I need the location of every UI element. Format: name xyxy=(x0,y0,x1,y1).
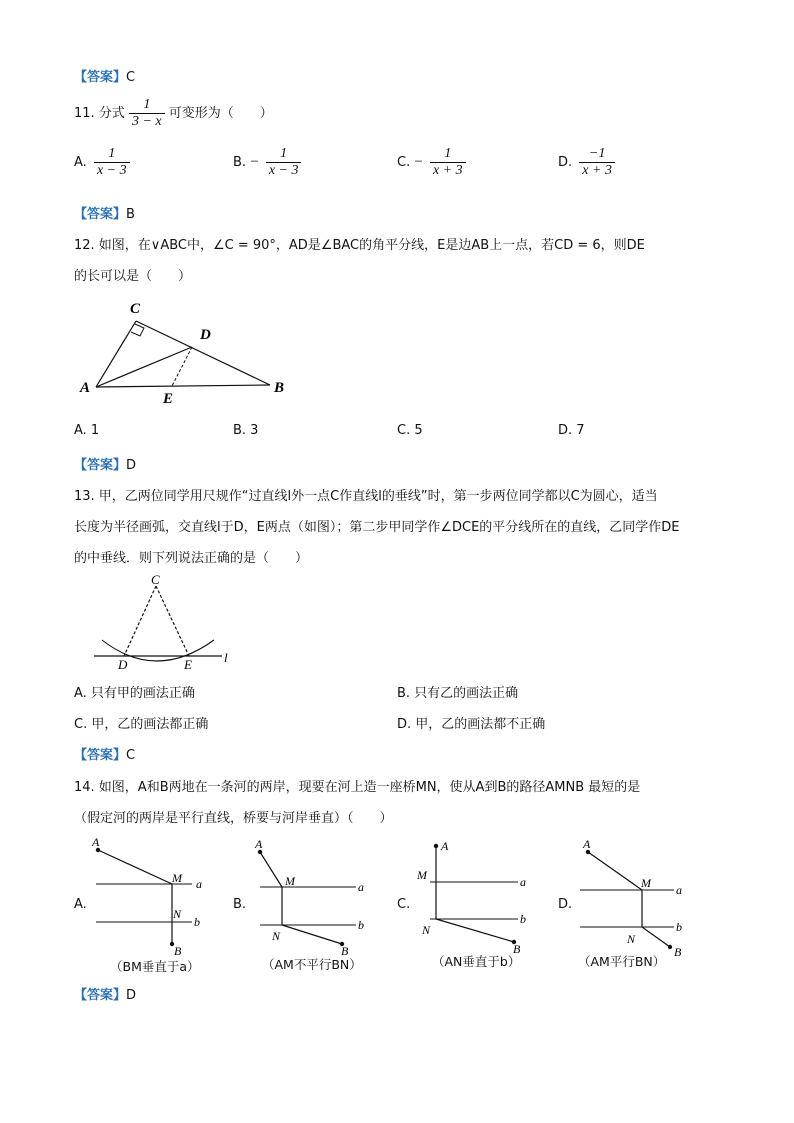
q12-option-a: A. 1 xyxy=(74,423,100,438)
question-number: 11. xyxy=(74,106,95,121)
answer-12 xyxy=(74,454,136,473)
q13-option-b: B. 只有乙的画法正确 xyxy=(397,686,519,701)
option-sign: − xyxy=(414,154,423,170)
option-letter: D. xyxy=(558,155,573,170)
label-n: N xyxy=(422,923,431,937)
question-11 xyxy=(74,96,273,132)
segment-cd xyxy=(124,586,156,656)
option-fraction xyxy=(430,146,466,179)
label-d: D xyxy=(118,657,128,672)
label-n: N xyxy=(173,907,182,921)
question-13-line-1: 13. 甲，乙两位同学用尺规作“过直线l外一点C作直线l的垂线”时，第一步两位同学都以C为圆心，适当 xyxy=(74,489,658,504)
label-m: M xyxy=(417,868,427,882)
answer-value: B xyxy=(126,207,135,222)
q14-diagram-a xyxy=(88,834,218,956)
q13-option-d: D. 甲，乙的画法都不正确 xyxy=(397,717,546,732)
fraction-denominator: 3 − x xyxy=(129,113,165,130)
answer-value: C xyxy=(126,748,136,763)
option-denominator: x − 3 xyxy=(266,162,302,179)
option-numerator: 1 xyxy=(108,146,116,161)
q11-option-b xyxy=(233,146,301,179)
label-line-b: b xyxy=(358,918,364,932)
label-line-b: b xyxy=(676,920,682,934)
question-stem-pre: 分式 xyxy=(98,106,125,121)
option-numerator: −1 xyxy=(588,146,606,161)
answer-11 xyxy=(74,203,135,222)
path-am xyxy=(588,852,642,890)
label-line-a: a xyxy=(196,877,202,891)
label-c: C xyxy=(130,301,141,317)
label-d: D xyxy=(200,327,211,343)
q11-option-a xyxy=(74,146,130,179)
path-nb xyxy=(436,919,514,942)
q14-diagram-c xyxy=(410,834,540,956)
label-l: l xyxy=(224,650,228,665)
side-ab xyxy=(96,385,270,387)
label-line-b: b xyxy=(520,912,526,926)
answer-tag: 【答案】 xyxy=(74,988,127,1003)
answer-tag: 【答案】 xyxy=(74,207,127,222)
q11-option-d xyxy=(558,146,615,179)
option-numerator: 1 xyxy=(444,146,452,161)
label-a: A xyxy=(92,835,100,849)
label-b: B xyxy=(341,944,349,956)
option-sign: − xyxy=(250,154,259,170)
answer-tag: 【答案】 xyxy=(74,458,127,473)
label-line-a: a xyxy=(676,883,682,897)
point-a xyxy=(434,844,438,848)
answer-10 xyxy=(74,66,135,85)
path-am xyxy=(260,852,282,887)
path-am xyxy=(98,850,172,884)
question-14-line-1: 14. 如图，A和B两地在一条河的两岸，现要在河上造一座桥MN，使从A到B的路径AMNB 最短的是 xyxy=(74,780,641,795)
question-13-line-2: 长度为半径画弧，交直线l于D，E两点（如图）；第二步甲同学作∠DCE的平分线所在的直线，乙同学作DE xyxy=(74,520,680,535)
question-13-line-3: 的中垂线．则下列说法正确的是（ ） xyxy=(74,551,309,566)
option-letter: C. xyxy=(397,155,411,170)
answer-tag: 【答案】 xyxy=(74,70,127,85)
q14-option-c-letter: C. xyxy=(397,897,411,912)
q12-option-c: C. 5 xyxy=(397,423,423,438)
side-ac xyxy=(96,321,136,387)
q13-option-c: C. 甲，乙的画法都正确 xyxy=(74,717,209,732)
bisector-ad xyxy=(96,347,192,387)
segment-ce xyxy=(156,586,189,656)
q14-option-b-letter: B. xyxy=(233,897,247,912)
question-fraction xyxy=(129,97,165,130)
label-c: C xyxy=(151,572,160,587)
option-fraction xyxy=(579,146,615,179)
q14-caption-b: （AM不平行BN） xyxy=(262,957,362,972)
label-a: A xyxy=(255,837,263,851)
label-line-a: a xyxy=(358,880,364,894)
answer-value: C xyxy=(126,70,136,85)
label-b: B xyxy=(174,944,182,956)
q14-caption-a: （BM垂直于a） xyxy=(110,959,200,974)
answer-value: D xyxy=(126,988,137,1003)
perpendicular-construction-diagram xyxy=(90,572,250,672)
option-fraction xyxy=(266,146,302,179)
q12-option-b: B. 3 xyxy=(233,423,259,438)
point-b xyxy=(668,945,672,949)
label-e: E xyxy=(184,657,192,672)
option-letter: A. xyxy=(74,155,87,170)
option-denominator: x + 3 xyxy=(579,162,615,179)
answer-value: D xyxy=(126,458,137,473)
answer-tag: 【答案】 xyxy=(74,748,127,763)
label-b: B xyxy=(274,380,285,396)
q14-caption-c: （AN垂直于b） xyxy=(432,954,521,969)
label-line-b: b xyxy=(194,915,200,929)
label-a: A xyxy=(441,839,449,853)
q14-diagram-d xyxy=(578,834,708,956)
label-n: N xyxy=(627,932,636,946)
question-stem-post: 可变形为（ ） xyxy=(168,106,273,121)
label-e: E xyxy=(163,391,174,405)
answer-13 xyxy=(74,744,135,763)
segment-de xyxy=(172,347,192,386)
label-m: M xyxy=(641,876,651,890)
label-b: B xyxy=(513,942,521,956)
label-n: N xyxy=(272,929,281,943)
question-14-line-2: （假定河的两岸是平行直线，桥要与河岸垂直）（ ） xyxy=(74,811,393,826)
question-12-line-1: 12. 如图，在∨ABC中，∠C = 90°，AD是∠BAC的角平分线，E是边AB上一点，若CD = 6，则DE xyxy=(74,238,645,253)
label-m: M xyxy=(285,874,295,888)
path-nb xyxy=(282,925,342,944)
answer-14 xyxy=(74,984,136,1003)
option-fraction xyxy=(94,146,130,179)
option-numerator: 1 xyxy=(280,146,288,161)
option-letter: B. xyxy=(233,155,247,170)
label-a: A xyxy=(80,380,91,396)
fraction-numerator: 1 xyxy=(143,97,151,112)
label-line-a: a xyxy=(520,875,526,889)
label-b: B xyxy=(674,945,682,956)
q11-option-c xyxy=(397,146,466,179)
q14-option-d-letter: D. xyxy=(558,897,573,912)
label-m: M xyxy=(172,871,182,885)
q14-diagram-b xyxy=(248,834,378,956)
q12-option-d: D. 7 xyxy=(558,423,585,438)
triangle-diagram xyxy=(74,295,304,405)
q14-caption-d: （AM平行BN） xyxy=(578,954,666,969)
path-nb xyxy=(642,927,670,947)
q13-option-a: A. 只有甲的画法正确 xyxy=(74,686,195,701)
option-denominator: x − 3 xyxy=(94,162,130,179)
option-denominator: x + 3 xyxy=(430,162,466,179)
question-12-line-2: 的长可以是（ ） xyxy=(74,269,192,284)
label-a: A xyxy=(583,837,591,851)
q14-option-a-letter: A. xyxy=(74,897,87,912)
